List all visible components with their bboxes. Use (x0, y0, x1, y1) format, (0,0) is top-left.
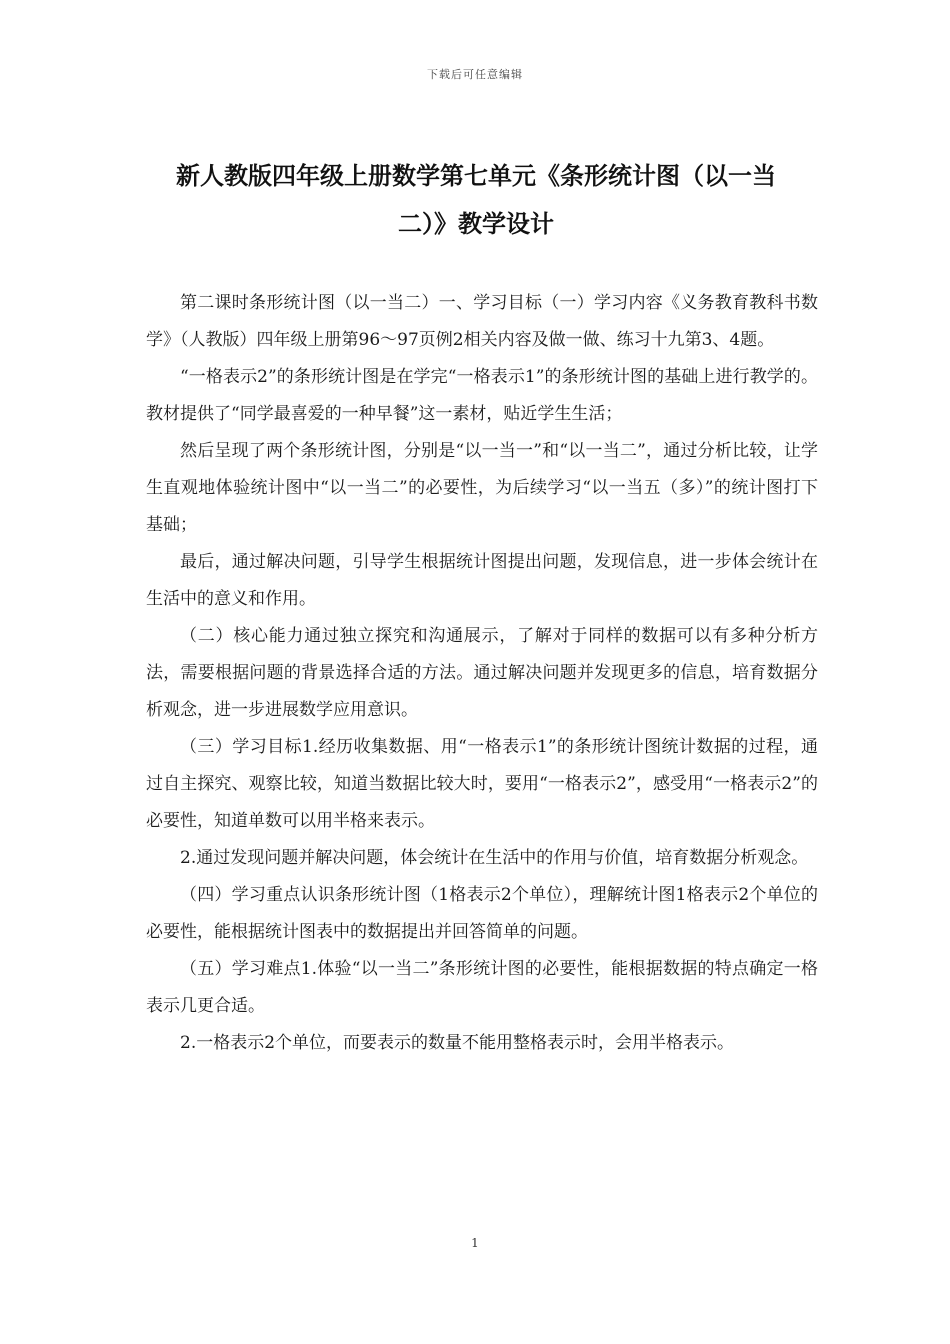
paragraph-intro: 第二课时条形统计图（以一当二）一、学习目标（一）学习内容《义务教育教科书数学》（人教版）四年级上册第96～97页例2相关内容及做一做、练习十九第3、4题。 (146, 293, 818, 350)
paragraph-learning-goal-2: 2.通过发现问题并解决问题，体会统计在生活中的作用与价值，培育数据分析观念。 (180, 848, 809, 868)
document-title-line-1: 新人教版四年级上册数学第七单元《条形统计图（以一当 (176, 162, 776, 190)
page-number: 1 (471, 1236, 479, 1250)
document-body (146, 285, 818, 1062)
paragraph-conclusion: 最后，通过解决问题，引导学生根据统计图提出问题，发现信息，进一步体会统计在生活中的意义和作用。 (146, 552, 818, 609)
paragraph-difficulty-2: 2.一格表示2个单位，而要表示的数量不能用整格表示时，会用半格表示。 (180, 1033, 735, 1053)
header-note: 下载后可任意编辑 (427, 68, 523, 81)
paragraph-core-ability: （二）核心能力通过独立探究和沟通展示，了解对于同样的数据可以有多种分析方法，需要根据问题的背景选择合适的方法。通过解决问题并发现更多的信息，培育数据分析观念，进一步进展数学应用意识。 (146, 626, 818, 720)
paragraph-comparison: 然后呈现了两个条形统计图，分别是“以一当一”和“以一当二”，通过分析比较，让学生直观地体验统计图中“以一当二”的必要性，为后续学习“以一当五（多）”的统计图打下基础； (146, 441, 818, 535)
paragraph-difficulty-1: （五）学习难点1.体验“以一当二”条形统计图的必要性，能根据数据的特点确定一格表示几更合适。 (146, 959, 818, 1016)
paragraph-learning-goal-1: （三）学习目标1.经历收集数据、用“一格表示1”的条形统计图统计数据的过程，通过自主探究、观察比较，知道当数据比较大时，要用“一格表示2”，感受用“一格表示2”的必要性，知道单数可以用半格来表示。 (146, 737, 818, 831)
paragraph-key-point: （四）学习重点认识条形统计图（1格表示2个单位），理解统计图1格表示2个单位的必要性，能根据统计图表中的数据提出并回答简单的问题。 (146, 885, 818, 942)
paragraph-material: “一格表示2”的条形统计图是在学完“一格表示1”的条形统计图的基础上进行教学的。教材提供了“同学最喜爱的一种早餐”这一素材，贴近学生生活； (146, 367, 818, 424)
document-title-line-2: 二）》教学设计 (398, 210, 554, 238)
